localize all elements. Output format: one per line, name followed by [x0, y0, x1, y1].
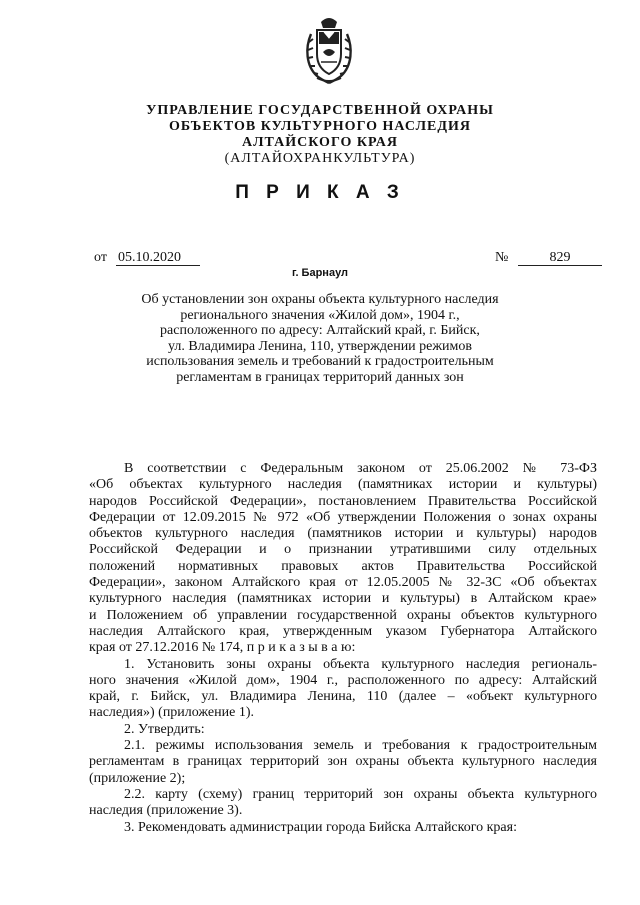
body-line: 2. Утвердить:	[124, 721, 205, 737]
body-line: (приложение 2);	[89, 770, 186, 786]
body-line: 3. Рекомендовать администрации города Бийска Алтайского края:	[124, 819, 517, 835]
coat-of-arms-emblem	[303, 14, 355, 86]
number-sign: №	[495, 250, 509, 265]
document-type-heading: П Р И К А З	[235, 182, 405, 203]
order-number: 829	[518, 250, 602, 266]
body-line: и Положением об управлении государственной охраны объектов культурного	[89, 607, 597, 623]
body-line: 2.2. карту (схему) границ территорий зон охраны объекта культурного	[124, 786, 597, 802]
body-line: Федерации», законом Алтайского края от 12.05.2005 № 32-ЗС «Об объектах	[89, 575, 597, 591]
body-line: края от 27.12.2016 № 174, п р и к а з ы в а ю:	[89, 640, 356, 656]
org-abbreviation: (АЛТАЙОХРАНКУЛЬТУРА)	[224, 151, 416, 166]
order-title	[90, 292, 550, 385]
body-line: регламентам в границах территорий зон охраны объекта культурного наследия	[89, 754, 597, 770]
body-line: положений нормативных правовых актов Правительства Российской	[89, 558, 597, 574]
body-line: наследия Алтайского края, утвержденным указом Губернатора Алтайского	[89, 623, 597, 639]
body-line: объектов культурного наследия (памятников истории и культуры) народов	[89, 526, 597, 542]
org-name-line-1: УПРАВЛЕНИЕ ГОСУДАРСТВЕННОЙ ОХРАНЫ	[146, 103, 494, 118]
body-line: Российской Федерации и о признании утратившими силу отдельных	[89, 542, 597, 558]
body-line: 1. Установить зоны охраны объекта культурного наследия региональ-	[124, 656, 597, 672]
order-body	[89, 461, 597, 836]
title-line: использования земель и требований к градостроительным	[146, 354, 494, 369]
order-date: 05.10.2020	[116, 250, 200, 266]
org-name-line-3: АЛТАЙСКОГО КРАЯ	[241, 135, 399, 150]
org-name-line-2: ОБЪЕКТОВ КУЛЬТУРНОГО НАСЛЕДИЯ	[169, 119, 471, 134]
title-line: регионального значения «Жилой дом», 1904 г.,	[180, 307, 460, 323]
date-prefix: от	[94, 250, 107, 265]
title-line: расположенного по адресу: Алтайский край, г. Бийск,	[160, 323, 480, 338]
body-line: край, г. Бийск, ул. Владимира Ленина, 110 (далее – «объект культурного	[89, 689, 597, 705]
body-line: Федерации от 12.09.2015 № 972 «Об утверждении Положения о зонах охраны	[89, 509, 597, 525]
body-line: «Об объектах культурного наследия (памятниках истории и культуры)	[89, 477, 597, 493]
title-line: регламентам в границах территорий данных зон	[176, 369, 464, 385]
body-line: наследия (приложение 3).	[89, 803, 243, 819]
title-line: ул. Владимира Ленина, 110, утверждении режимов	[167, 338, 473, 354]
body-line: 2.1. режимы использования земель и требования к градостроительным	[124, 738, 597, 754]
body-line: народов Российской Федерации», постановлением Правительства Российской	[89, 493, 597, 509]
body-line: культурного наследия (памятниках истории и культуры) в Алтайском крае»	[89, 591, 597, 607]
city-name: г. Барнаул	[291, 267, 349, 279]
title-line: Об установлении зон охраны объекта культурного наследия	[141, 292, 499, 307]
body-line: ного значения «Жилой дом», 1904 г., расположенного по адресу: Алтайский	[89, 672, 597, 688]
body-line: наследия») (приложение 1).	[89, 705, 254, 721]
body-line: В соответствии с Федеральным законом от 25.06.2002 № 73-ФЗ	[124, 461, 597, 476]
